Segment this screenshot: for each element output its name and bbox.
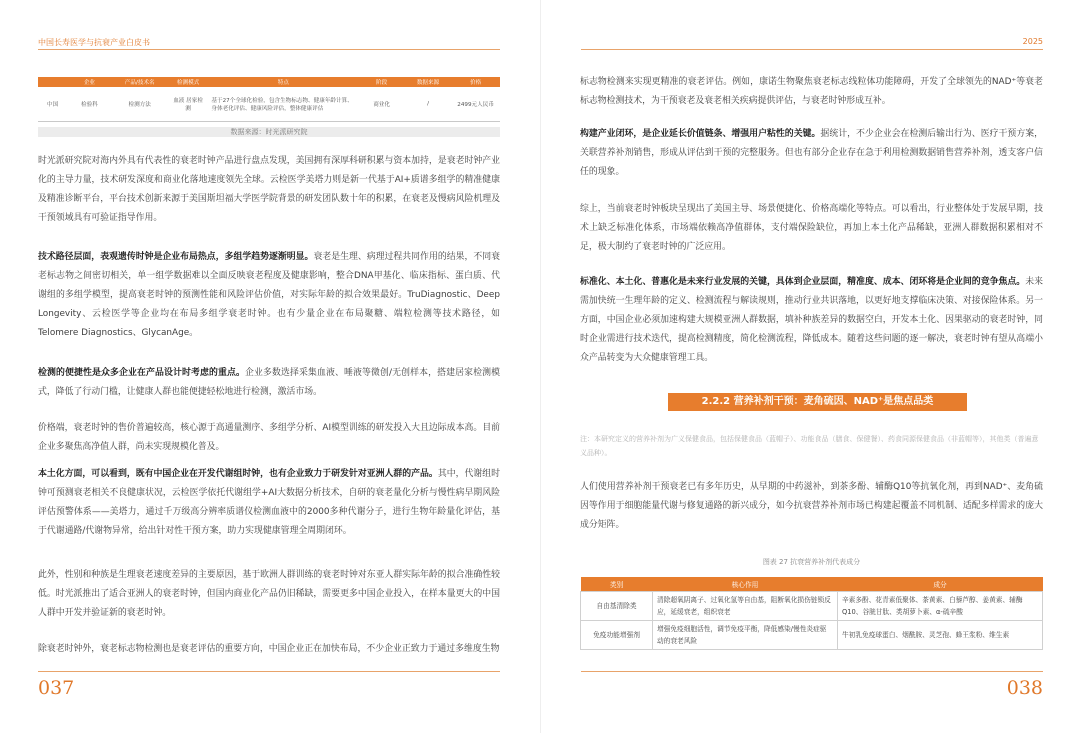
- table-cell: 牛初乳免疫球蛋白、烟酰胺、灵芝孢、蜂王浆粉、维生素: [838, 621, 1043, 650]
- table-cell: 中国: [38, 87, 67, 122]
- table-cell: 2499元人民币: [451, 87, 500, 122]
- paragraph: 综上，当前衰老时钟板块呈现出了美国主导、场景便捷化、价格高端化等特点。可以看出，行业整体处于发展早期，技术上缺乏标准化体系，市场端依赖高净值群体，支付端保险缺位，再加上本土化产品稀缺，亚洲人群数据积累相对不足，极大制约了衰老时钟的广泛应用。: [580, 204, 1043, 252]
- table-header-cell: 价格: [451, 77, 500, 87]
- nutrient-table: [580, 577, 1043, 650]
- footer-rule: [38, 671, 500, 672]
- paragraph-lead: 构建产业闭环，是企业延长价值链条、增强用户粘性的关键。: [580, 129, 821, 139]
- table-cell: 检测方法: [112, 87, 168, 122]
- table-header-cell: 核心作用: [653, 577, 838, 592]
- table-cell: 增强免疫细胞活性，调节免疫平衡，降低感染/慢性炎症驱动的衰老风险: [653, 621, 838, 650]
- table-cell: 基于27个全球化检验，包含生物标志物、健康年龄计算、身体老化评估、健康风险评估，整体健康评估: [208, 87, 358, 122]
- table-header-cell: 成分: [838, 577, 1043, 592]
- paragraph: 标准化、本土化、普惠化是未来行业发展的关键，具体到企业层面，精准度、成本、闭环将是企业间的竞争焦点。未来需加快统一生理年龄的定义、检测流程与解读规则，推动行业共识落地，以更好地支撑临床决策、对接保险体系。另一方面，中国企业必须加速构建大规模亚洲人群数据，填补种族差异的数据空白，开发本土化、因果驱动的衰老时钟，同时企业需进行技术迭代，提高检测精度，简化检测流程，降低成本。随着这些问题的逐一解决，衰老时钟有望从高端小众产品转变为大众健康管理工具。: [580, 277, 1043, 363]
- header-rule: [38, 49, 500, 50]
- table-header-cell: 类别: [581, 577, 653, 592]
- paragraph: 此外，性别和种族是生理衰老速度差异的主要原因，基于欧洲人群训练的衰老时钟对东亚人群实际年龄的拟合准确性较低。时光派推出了适合亚洲人的衰老时钟，但国内商业化产品仍旧稀缺，需要更多中国企业投入，在样本量更大的中国人群中开发并验证新的衰老时钟。: [38, 570, 500, 618]
- source-caption: 数据来源：时光派研究院: [38, 127, 500, 137]
- paragraph: 时光派研究院对海内外具有代表性的衰老时钟产品进行盘点发现，美国拥有深厚科研积累与资本加持，是衰老时钟产业化的主导力量，技术研发深度和商业化落地速度领先全球。云检医学美塔力则是新一代基于AI+质谱多组学的精准健康及精准诊断平台，平台技术创新来源于美国斯坦福大学医学院背景的研发团队数十年的积累，在衰老及慢病风险机理及干预领域具有可验证指导作用。: [38, 156, 500, 223]
- paragraph: 检测的便捷性是众多企业在产品设计时考虑的重点。企业多数选择采集血液、唾液等微创/无创样本，搭建居家检测模式，降低了行动门槛，让健康人群也能便捷轻松地进行检测，激活市场。: [38, 368, 500, 397]
- paragraph: 人们使用营养补剂干预衰老已有多年历史，从早期的中药滋补，到茶多酚、辅酶Q10等抗氧化剂，再到NAD⁺、麦角硫因等作用于细胞能量代谢与修复通路的新兴成分，如今抗衰营养补剂市场已构建起覆盖不同机制、适配多样需求的庞大成分矩阵。: [580, 482, 1043, 530]
- table-cell: 血液 居家检测: [168, 87, 209, 122]
- section-title: 2.2.2 营养补剂干预：麦角硫因、NAD⁺是焦点品类: [668, 393, 967, 411]
- paragraph: 本土化方面，可以看到，既有中国企业在开发代谢组时钟，也有企业致力于研发针对亚洲人群的产品。其中，代谢组时钟可预测衰老相关不良健康状况，云检医学依托代谢组学+AI大数据分析技术，自研的衰老量化分析与慢性病早期风险评估预警体系——美塔力，通过千万级高分辨率质谱仪检测血液中的2000多种代谢分子，进行生物年龄量化评估，基于代谢通路/代谢物异常，给出针对性干预方案，助力实现健康管理全周期闭环。: [38, 469, 500, 536]
- top-table: [38, 77, 500, 122]
- header-rule: [581, 49, 1043, 50]
- page-number-left: 037: [38, 677, 75, 699]
- paragraph: 构建产业闭环，是企业延长价值链条、增强用户粘性的关键。据统计，不少企业会在检测后输出行为、医疗干预方案，关联营养补剂销售，形成从评估到干预的完整服务。但也有部分企业存在急于利用检测数据销售营养补剂，透支客户信任的现象。: [580, 129, 1044, 177]
- footer-rule: [581, 671, 1043, 672]
- table-cell: 免疫功能增强剂: [581, 621, 653, 650]
- paragraph-lead: 检测的便捷性是众多企业在产品设计时考虑的重点。: [38, 368, 245, 378]
- table-header-cell: 特点: [208, 77, 358, 87]
- table-cell: 商业化: [358, 87, 404, 122]
- table-cell: 检验科: [67, 87, 112, 122]
- running-header-title: 中国长寿医学与抗衰产业白皮书: [38, 38, 150, 47]
- table-row: [581, 592, 1043, 621]
- table-header-cell: 企业: [67, 77, 112, 87]
- figure-caption: 图表 27 抗衰营养补剂代表成分: [762, 558, 861, 566]
- section-note: 注：本研究定义的营养补剂为广义保健食品，包括保健食品（蓝帽子）、功能食品（膳食、保健餐）、药食同源保健食品（非蓝帽等），其他类（普遍意义品种）。: [580, 435, 1039, 457]
- paragraph-lead: 技术路径层面，表观遗传时钟是企业布局热点，多组学趋势逐渐明显。: [38, 252, 314, 262]
- paragraph: 技术路径层面，表观遗传时钟是企业布局热点，多组学趋势逐渐明显。衰老是生理、病理过程共同作用的结果，不同衰老标志物之间密切相关，单一组学数据难以全面反映衰老程度及健康影响，整合DNA甲基化、临床指标、蛋白质、代谢组的多组学模型，提高衰老时钟的预测性能和风险评估价值，对实际年龄的拟合效果最好。TruDiagnostic、Deep Longevity、云检医学等企业均在布局多组学衰老时钟。也有少量企业在布局聚糖、端粒检测等技术路径，如Telomere Diagnostics、GlycanAge。: [38, 252, 501, 338]
- table-header-cell: [38, 77, 67, 87]
- page-number-right: 038: [1006, 677, 1043, 699]
- running-header-year: 2025: [1022, 37, 1043, 46]
- paragraph-lead: 本土化方面，可以看到，既有中国企业在开发代谢组时钟，也有企业致力于研发针对亚洲人群的产品。: [38, 469, 438, 479]
- paragraph: 除衰老时钟外，衰老标志物检测也是衰老评估的重要方向，中国企业正在加快布局，不少企业正致力于通过多维度生物: [38, 644, 500, 654]
- table-row: [38, 87, 500, 122]
- table-cell: /: [405, 87, 451, 122]
- table-cell: 自由基清除类: [581, 592, 653, 621]
- table-row: [581, 621, 1043, 650]
- table-header-cell: 产品/技术名: [112, 77, 168, 87]
- paragraph: 价格端，衰老时钟的售价普遍较高，核心源于高通量测序、多组学分析、AI模型训练的研发投入大且边际成本高。目前企业多聚焦高净值人群，尚未实现规模化普及。: [38, 423, 500, 452]
- table-header-cell: 检测模式: [168, 77, 209, 87]
- table-header-cell: 阶段: [358, 77, 404, 87]
- table-cell: 辛素多酚、花青素低聚体、茶黄素、白藜芦醇、姜黄素、辅酶Q10、谷胱甘肽、类胡萝卜素、α-硫辛酸: [838, 592, 1043, 621]
- table-cell: 清除超氧阴离子、过氧化氢等自由基，阻断氧化损伤链锁反应，延缓衰老，组织衰老: [653, 592, 838, 621]
- table-header-cell: 数据来源: [405, 77, 451, 87]
- paragraph: 标志物检测来实现更精准的衰老评估。例如，康诺生物聚焦衰老标志线粒体功能障碍，开发了全球领先的NAD⁺等衰老标志物检测技术，为干预衰老及衰老相关疾病提供评估，与衰老时钟形成互补。: [580, 77, 1043, 106]
- paragraph-lead: 标准化、本土化、普惠化是未来行业发展的关键，具体到企业层面，精准度、成本、闭环将是企业间的竞争焦点。: [580, 277, 1026, 287]
